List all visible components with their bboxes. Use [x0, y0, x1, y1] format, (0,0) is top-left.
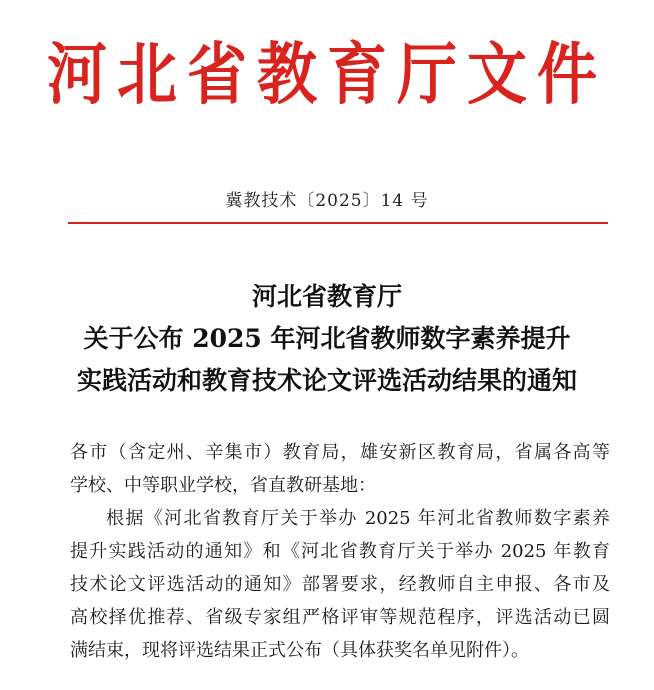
red-divider-line — [68, 222, 608, 224]
document-number: 冀教技术〔2025〕14 号 — [225, 191, 429, 211]
masthead-title: 河北省教育厅文件 — [47, 36, 607, 115]
paragraph-line-1: 根据《河北省教育厅关于举办 2025 年河北省教师数字素养 — [106, 508, 610, 529]
notice-title — [0, 276, 654, 402]
salutation-line-2: 学校、中等职业学校，省直教研基地： — [70, 475, 376, 496]
title-line-2: 关于公布 2025 年河北省教师数字素养提升 — [83, 324, 571, 353]
paragraph-line-3: 技术论文评选活动的通知》部署要求，经教师自主申报、各市及 — [70, 574, 610, 595]
notice-body — [70, 436, 610, 667]
title-line-3: 实践活动和教育技术论文评选活动结果的通知 — [76, 366, 577, 395]
paragraph-line-2: 提升实践活动的通知》和《河北省教育厅关于举办 2025 年教育 — [70, 541, 610, 562]
paragraph-line-5: 满结束，现将评选结果正式公布（具体获奖名单见附件）。 — [70, 640, 529, 661]
paragraph-line-4: 高校择优推荐、省级专家组严格评审等规范程序，评选活动已圆 — [70, 607, 610, 628]
salutation-line-1: 各市（含定州、辛集市）教育局，雄安新区教育局，省属各高等 — [70, 442, 610, 463]
title-line-1: 河北省教育厅 — [251, 282, 402, 311]
